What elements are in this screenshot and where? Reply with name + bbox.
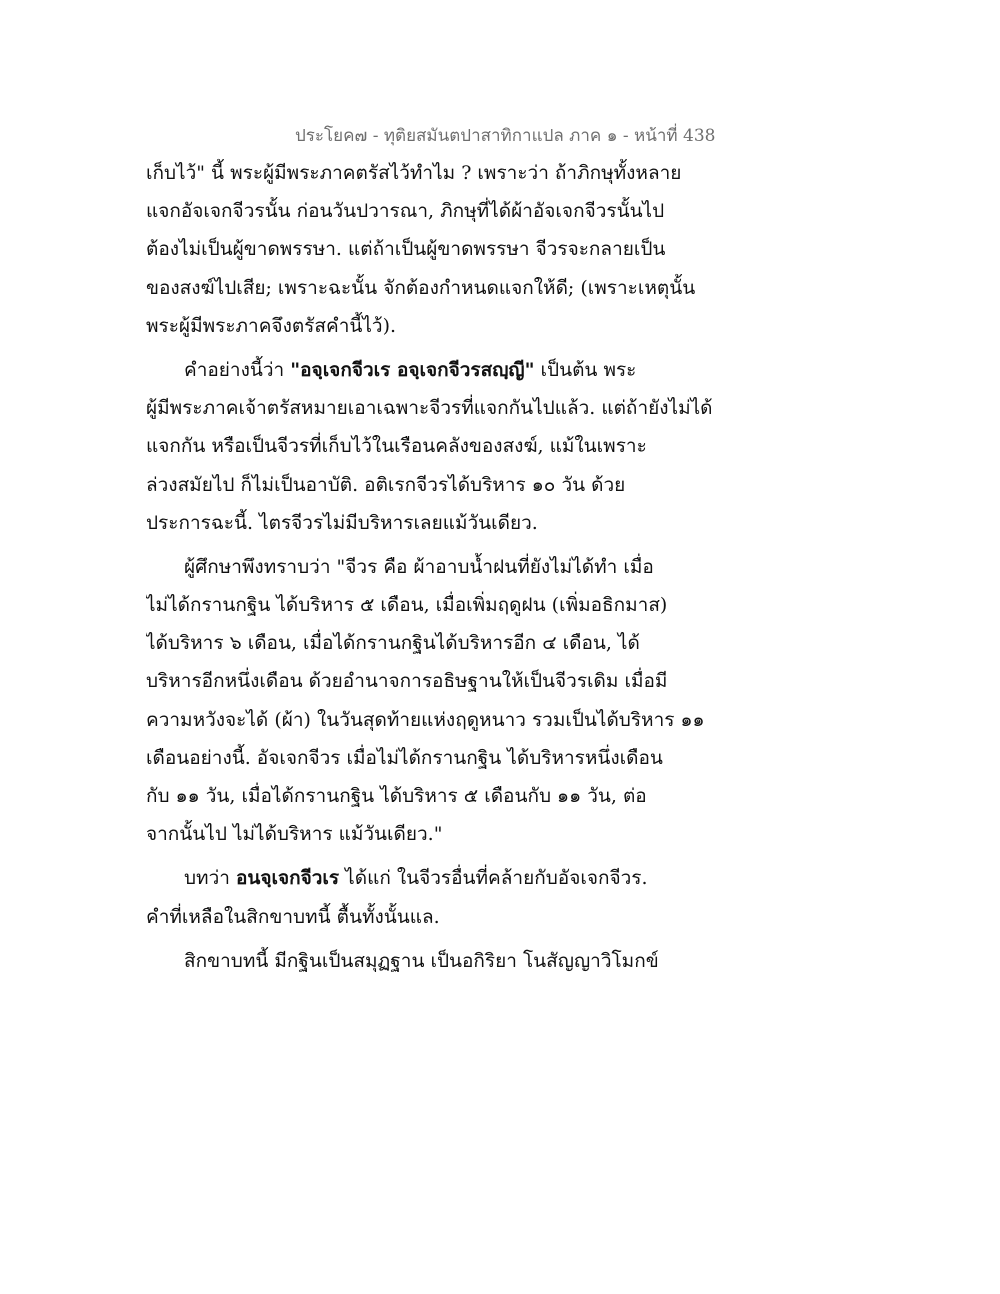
text-line: เดือนอย่างนี้. อัจเจกจีวร เมื่อไม่ได้กรานกฐิน ได้บริหารหนึ่งเดือน xyxy=(146,746,663,769)
text-line: ผู้ศึกษาพึงทราบว่า "จีวร คือ ผ้าอาบน้ำฝนที่ยังไม่ได้ทำ เมื่อ xyxy=(184,555,654,578)
bold-term: "อจฺเจกจีวเร อจฺเจกจีวรสญฺญี" xyxy=(290,358,535,381)
text-line: ประการฉะนี้. ไตรจีวรไม่มีบริหารเลยแม้วันเดียว. xyxy=(146,511,538,534)
text-line: ต้องไม่เป็นผู้ขาดพรรษา. แต่ถ้าเป็นผู้ขาดพรรษา จีวรจะกลายเป็น xyxy=(146,238,666,261)
paragraph-5 xyxy=(146,942,726,980)
text-line: ล่วงสมัยไป ก็ไม่เป็นอาบัติ. อติเรกจีวรได้บริหาร ๑๐ วัน ด้วย xyxy=(146,473,626,496)
text-line: แจกอัจเจกจีวรนั้น ก่อนวันปวารณา, ภิกษุที่ได้ผ้าอัจเจกจีวรนั้นไป xyxy=(146,200,665,223)
text-line: พระผู้มีพระภาคจึงตรัสคำนี้ไว้). xyxy=(146,314,397,337)
text-line: ไม่ได้กรานกฐิน ได้บริหาร ๕ เดือน, เมื่อเพิ่มฤดูฝน (เพิ่มอธิกมาส) xyxy=(146,594,668,617)
text-line: สิกขาบทนี้ มีกฐินเป็นสมุฏฐาน เป็นอกิริยา โนสัญญาวิโมกข์ xyxy=(184,949,659,972)
text-line: ผู้มีพระภาคเจ้าตรัสหมายเอาเฉพาะจีวรที่แจกกันไปแล้ว. แต่ถ้ายังไม่ได้ xyxy=(146,397,713,420)
text-run: เป็นต้น พระ xyxy=(534,358,637,381)
text-line: ความหวังจะได้ (ผ้า) ในวันสุดท้ายแห่งฤดูหนาว รวมเป็นได้บริหาร ๑๑ xyxy=(146,708,705,731)
text-line xyxy=(146,859,726,897)
paragraph-4 xyxy=(146,859,726,935)
bold-term: อนจฺเจกจีวเร xyxy=(235,867,340,890)
paragraph-2 xyxy=(146,351,726,542)
text-line: บริหารอีกหนึ่งเดือน ด้วยอำนาจการอธิษฐานให้เป็นจีวรเดิม เมื่อมี xyxy=(146,670,668,693)
text-line: กับ ๑๑ วัน, เมื่อได้กรานกฐิน ได้บริหาร ๕ เดือนกับ ๑๑ วัน, ต่อ xyxy=(146,785,647,807)
text-line: จากนั้นไป ไม่ได้บริหาร แม้วันเดียว." xyxy=(146,823,443,846)
page-header xyxy=(295,122,715,149)
text-line: แจกกัน หรือเป็นจีวรที่เก็บไว้ในเรือนคลังของสงฆ์, แม้ในเพราะ xyxy=(146,435,647,458)
text-line xyxy=(146,351,726,389)
text-line: เก็บไว้" นี้ พระผู้มีพระภาคตรัสไว้ทำไม ? เพราะว่า ถ้าภิกษุทั้งหลาย xyxy=(146,162,682,184)
text-run: บทว่า xyxy=(184,867,236,890)
text-run: ได้แก่ ในจีวรอื่นที่คล้ายกับอัจเจกจีวร. xyxy=(339,867,648,890)
text-line: ได้บริหาร ๖ เดือน, เมื่อได้กรานกฐินได้บริหารอีก ๔ เดือน, ได้ xyxy=(146,632,640,655)
page-body xyxy=(146,154,726,986)
text-run: คำอย่างนี้ว่า xyxy=(184,358,291,381)
text-line: ของสงฆ์ไปเสีย; เพราะฉะนั้น จักต้องกำหนดแจกให้ดี; (เพราะเหตุนั้น xyxy=(146,276,696,299)
paragraph-3 xyxy=(146,548,726,854)
paragraph-1 xyxy=(146,154,726,345)
running-title: ประโยค๗ - ทุติยสมันตปาสาทิกาแปล ภาค ๑ - หน้าที่ 438 xyxy=(295,126,716,146)
text-line: คำที่เหลือในสิกขาบทนี้ ตื้นทั้งนั้นแล. xyxy=(146,905,440,928)
